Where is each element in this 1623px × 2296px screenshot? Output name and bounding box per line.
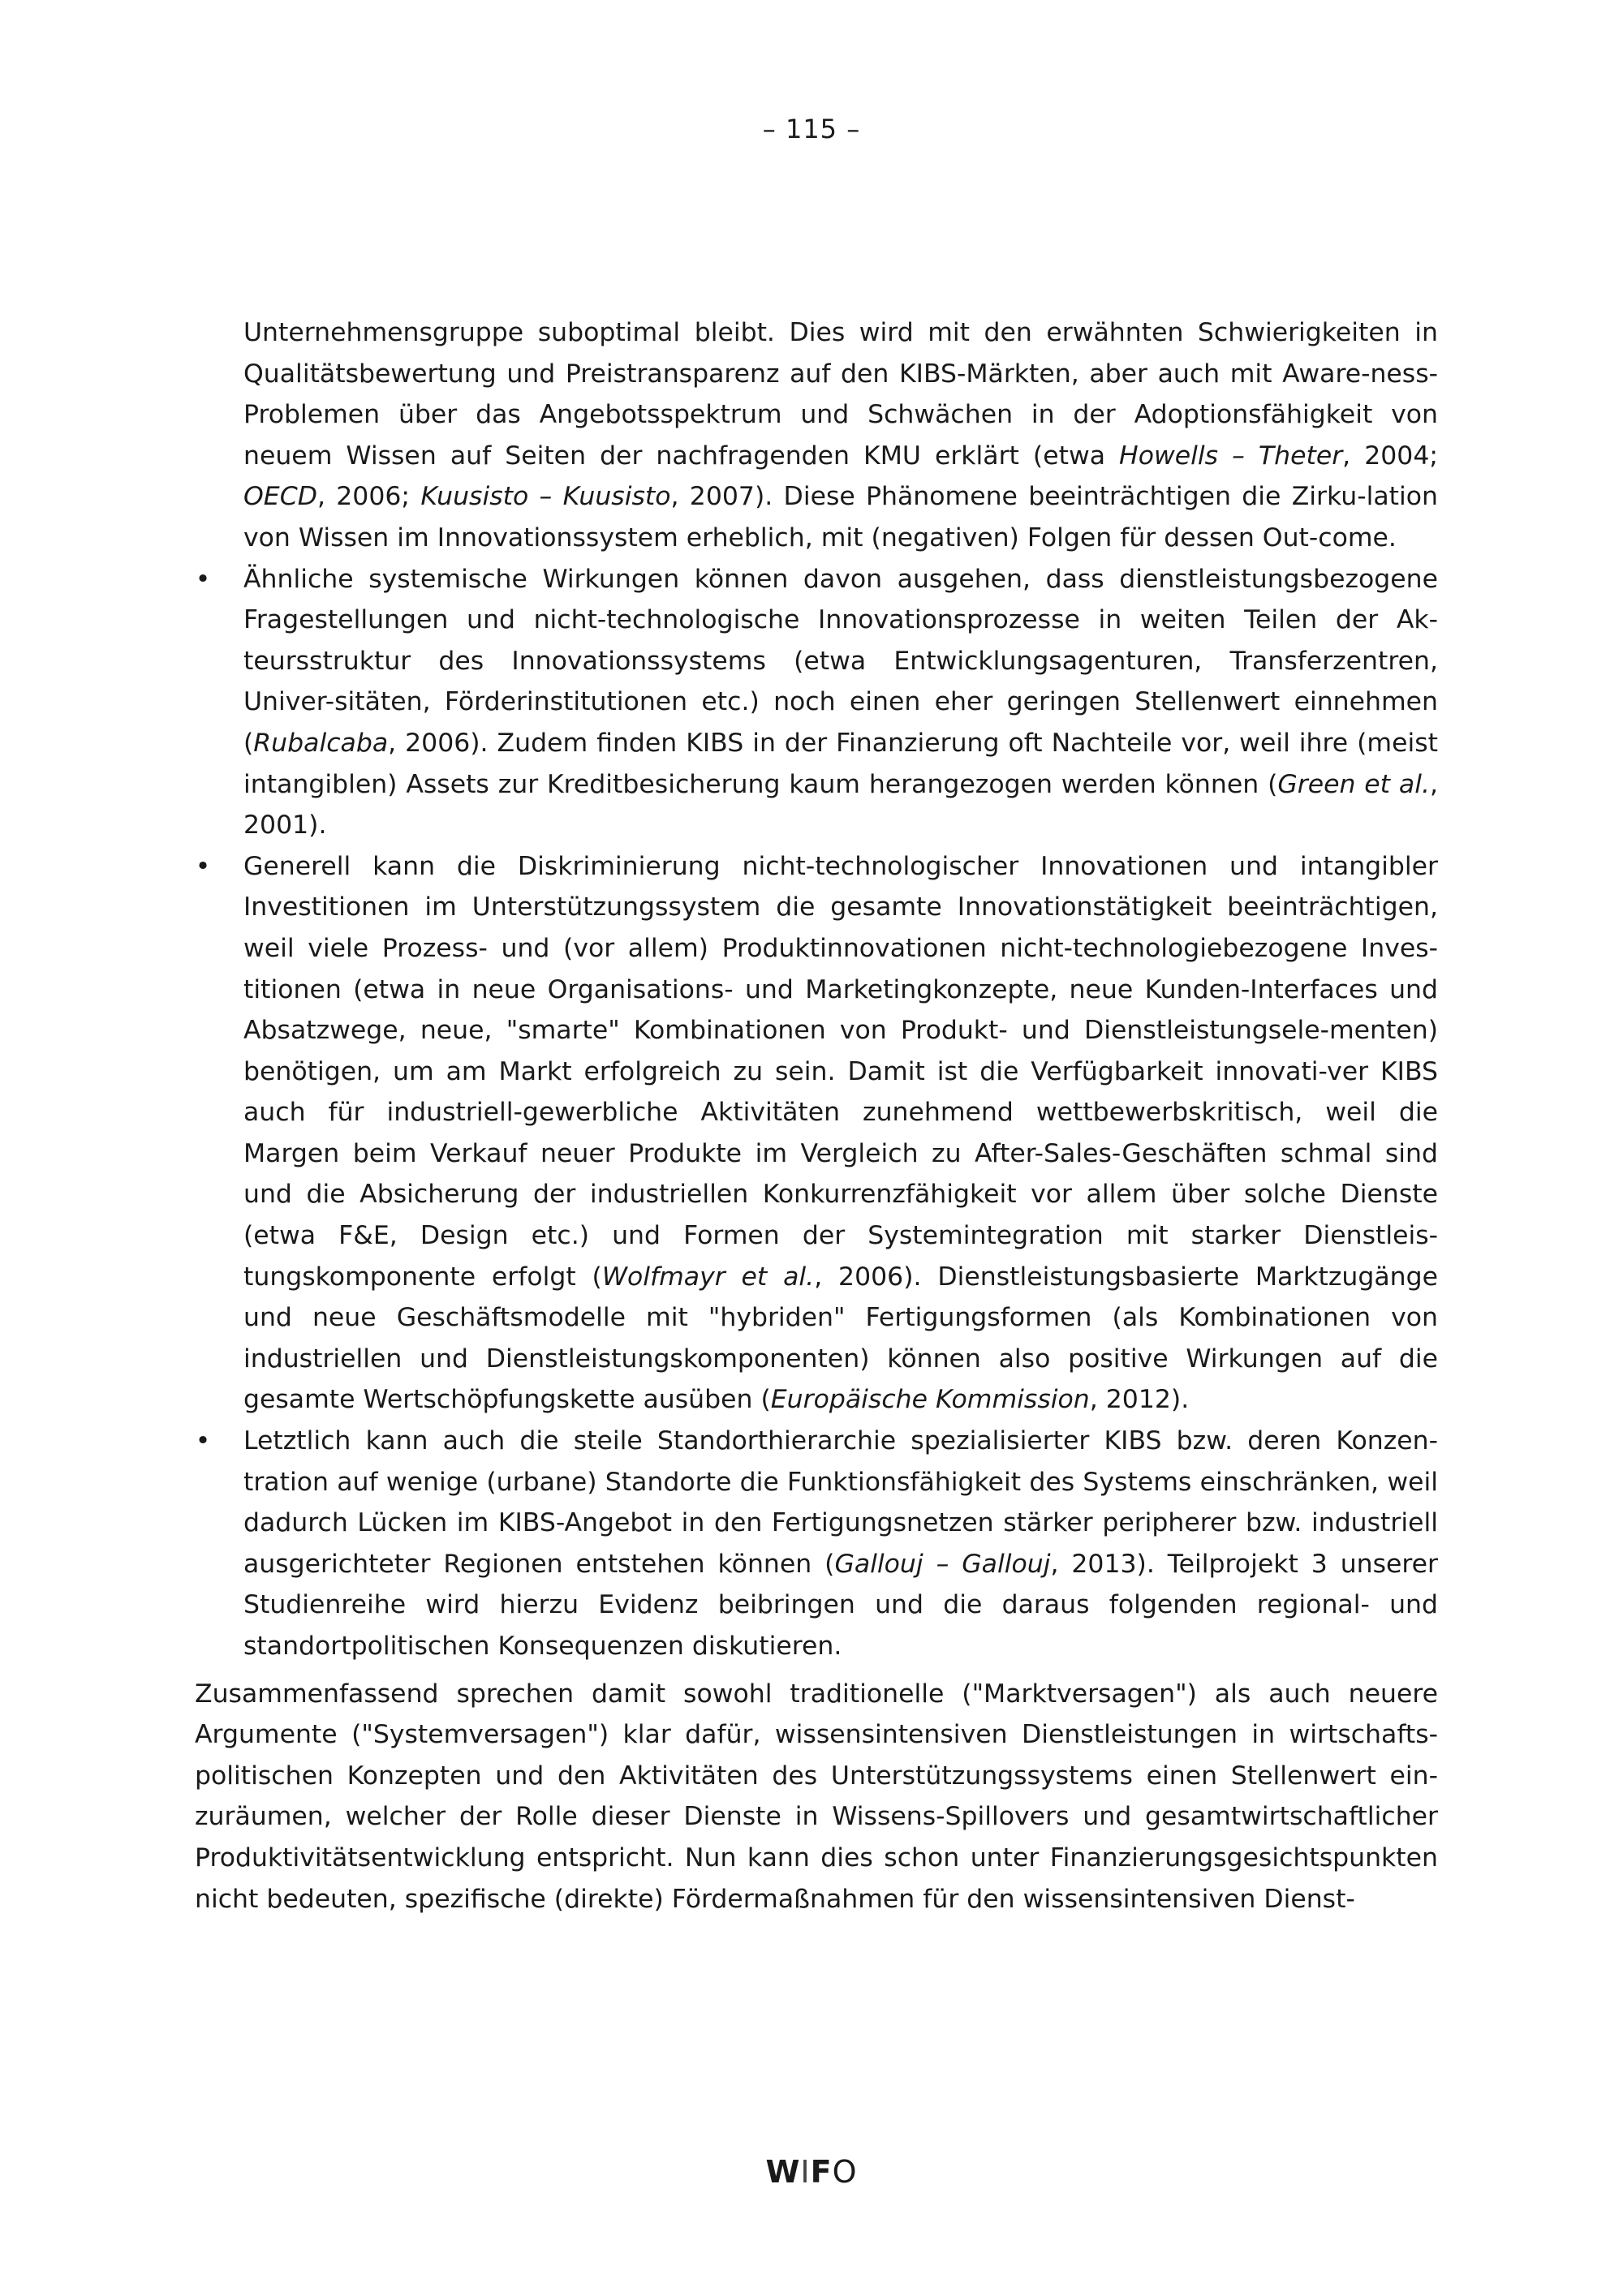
bullet-icon: •	[195, 851, 211, 881]
wifo-logo	[0, 2154, 1623, 2190]
logo-letter: F	[810, 2154, 833, 2190]
body-text	[195, 312, 1438, 1920]
text-run: , 2006). Dienstleistungsbasierte Marktzugänge und neue Geschäftsmodelle mit "hybriden" Fertigungsformen (als Kombinationen von industriellen und Dienstleistungskomponenten) können also positive Wirkungen auf die gesamte Wertschöpfungskette ausüben (	[243, 1262, 1438, 1415]
text-run: , 2006). Zudem finden KIBS in der Finanzierung oft Nachteile vor, weil ihre (meist intangiblen) Assets zur Kreditbesicherung kaum herangezogen werden können (	[243, 728, 1438, 799]
citation: Green et al.	[1277, 769, 1430, 799]
text-run: , 2013). Teilprojekt 3 unserer Studienreihe wird hierzu Evidenz beibringen und die daraus folgenden regional- und standortpolitischen Konsequenzen diskutieren.	[243, 1549, 1439, 1661]
bullet-item	[195, 559, 1438, 846]
citation: OECD	[243, 482, 317, 512]
logo-letter: W	[765, 2154, 801, 2190]
continued-bullet-paragraph	[243, 312, 1438, 559]
citation: Europäische Kommission	[770, 1385, 1090, 1415]
text-run: , 2001).	[243, 769, 1438, 841]
page-number: – 115 –	[762, 114, 861, 144]
text-run: , 2006;	[316, 482, 421, 512]
bullet-list	[195, 559, 1438, 1667]
text-run: Letztlich kann auch die steile Standorthierarchie spezialisierter KIBS bzw. deren Konzen-tration auf wenige (urbane) Standorte die Funktionsfähigkeit des Systems einschränken, weil dadurch Lücken im KIBS-Angebot in den Fertigungsnetzen stärker peripherer bzw. industriell ausgerichteter Regionen entstehen können (	[243, 1426, 1438, 1579]
bullet-item	[195, 1421, 1438, 1667]
logo-separator: I	[800, 2154, 811, 2190]
text-run: Ähnliche systemische Wirkungen können davon ausgehen, dass dienstleistungsbezogene Fragestellungen und nicht-technologische Innovationsprozesse in weiten Teilen der Ak-teursstruktur des Innovationssystems (etwa Entwicklungsagenturen, Transferzentren, Univer-sitäten, Förderinstitutionen etc.) noch einen eher geringen Stellenwert einnehmen (	[243, 564, 1438, 758]
summary-paragraph: Zusammenfassend sprechen damit sowohl traditionelle ("Marktversagen") als auch neuere Argumente ("Systemversagen") klar dafür, wissensintensiven Dienstleistungen in wirtschafts-politischen Konzepten und den Aktivitäten des Unterstützungssystems einen Stellenwert ein-zuräumen, welcher der Rolle dieser Dienste in Wissens-Spillovers und gesamtwirtschaftlicher Produktivitätsentwicklung entspricht. Nun kann dies schon unter Finanzierungsgesichtspunkten nicht bedeuten, spezifische (direkte) Fördermaßnahmen für den wissensintensiven Dienst-	[195, 1679, 1438, 1914]
text-run: Generell kann die Diskriminierung nicht-technologischer Innovationen und intangibler Investitionen im Unterstützungssystem die gesamte Innovationstätigkeit beeinträchtigen, weil viele Prozess- und (vor allem) Produktinnovationen nicht-technologiebezogene Inves-titionen (etwa in neue Organisations- und Marketingkonzepte, neue Kunden-Interfaces und Absatzwege, neue, "smarte" Kombinationen von Produkt- und Dienstleistungsele-menten) benötigen, um am Markt erfolgreich zu sein. Damit ist die Verfügbarkeit innovati-ver KIBS auch für industriell-gewerbliche Aktivitäten zunehmend wettbewerbskritisch, weil die Margen beim Verkauf neuer Produkte im Vergleich zu After-Sales-Geschäften schmal sind und die Absicherung der industriellen Konkurrenzfähigkeit vor allem über solche Dienste (etwa F&E, Design etc.) und Formen der Systemintegration mit starker Dienstleis-tungskomponente erfolgt (	[243, 851, 1438, 1292]
citation: Wolfmayr et al.	[601, 1262, 815, 1292]
citation: Kuusisto – Kuusisto	[420, 482, 671, 512]
citation: Gallouj – Gallouj	[834, 1549, 1051, 1579]
text-run: , 2012).	[1089, 1385, 1190, 1415]
citation: Howells – Theter	[1119, 441, 1343, 471]
citation: Rubalcaba	[253, 728, 389, 758]
text-run: Unternehmensgruppe suboptimal bleibt. Dies wird mit den erwähnten Schwierigkeiten in Qualitätsbewertung und Preistransparenz auf den KIBS-Märkten, aber auch mit Aware-ness-Problemen über das Angebotsspektrum und Schwächen in der Adoptionsfähigkeit von neuem Wissen auf Seiten der nachfragenden KMU erklärt (etwa	[243, 318, 1438, 471]
bullet-icon: •	[195, 564, 211, 594]
logo-letter: O	[832, 2154, 858, 2190]
bullet-item	[195, 846, 1438, 1421]
text-run: , 2004;	[1342, 441, 1438, 471]
text-run: , 2007). Diese Phänomene beeinträchtigen die Zirku-lation von Wissen im Innovationssystem erheblich, mit (negativen) Folgen für dessen Out-come.	[243, 482, 1438, 553]
bullet-icon: •	[195, 1426, 211, 1456]
